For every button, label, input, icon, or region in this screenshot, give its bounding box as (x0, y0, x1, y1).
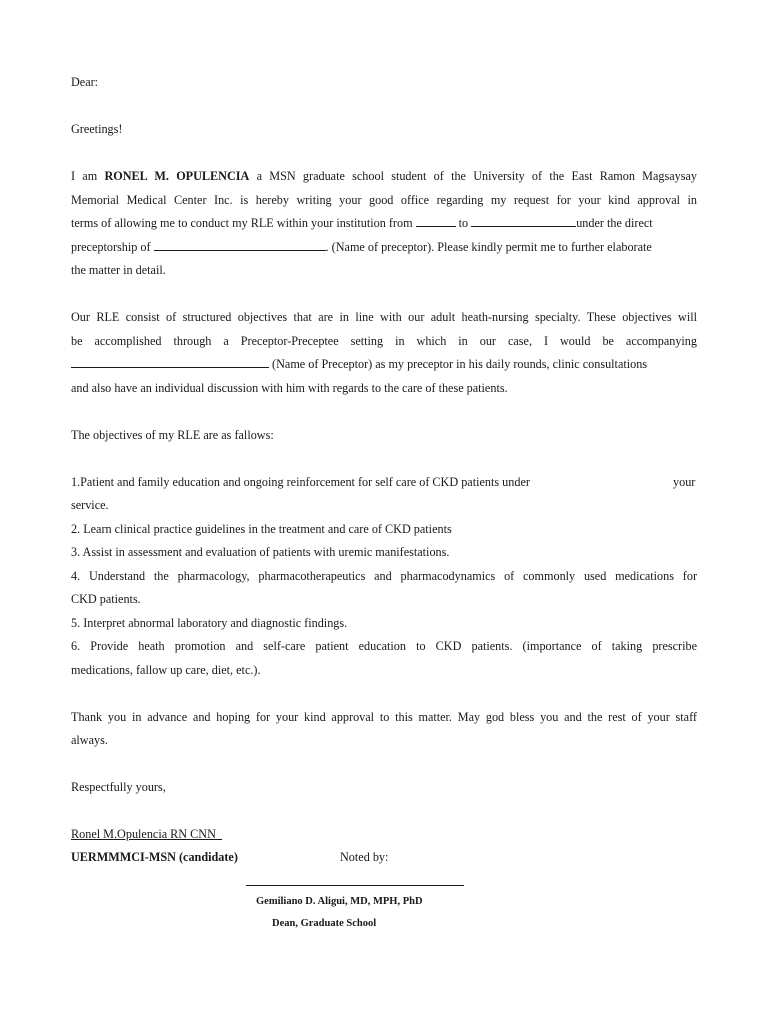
dean-signature-line (246, 885, 464, 886)
salutation: Dear: (71, 75, 99, 89)
objectives-heading: The objectives of my RLE are as fallows: (71, 428, 274, 442)
greeting: Greetings! (71, 122, 123, 136)
dean-name: Gemiliano D. Aligui, MD, MPH, PhD (256, 896, 423, 907)
dean-title: Dean, Graduate School (272, 918, 377, 929)
intro-line-3: terms of allowing me to conduct my RLE within your institution from to under the direct (71, 216, 653, 230)
signer-title: UERMMMCI-MSN (candidate) (71, 850, 238, 864)
intro-line-4: preceptorship of . (Name of preceptor). Please kindly permit me to further elaborate (71, 240, 652, 254)
objective-2: 2. Learn clinical practice guidelines in the treatment and care of CKD patients (71, 522, 452, 536)
student-name: RONEL M. OPULENCIA (104, 169, 250, 183)
preceptor-name-blank (154, 239, 326, 251)
objective-1-your: your (673, 475, 696, 489)
objective-1-cont: service. (71, 498, 109, 512)
thanks-line-2: always. (71, 733, 108, 747)
date-to-blank (471, 215, 576, 227)
objective-1: 1.Patient and family education and ongoing reinforcement for self care of CKD patients under (71, 475, 530, 489)
objective-4: 4. Understand the pharmacology, pharmacotherapeutics and pharmacodynamics of commonly used medications for (71, 569, 697, 583)
intro-line-1: I am RONEL M. OPULENCIA a MSN graduate school student of the University of the East Ramon Magsaysay (71, 169, 697, 183)
closing: Respectfully yours, (71, 780, 166, 794)
noted-by: Noted by: (340, 850, 389, 864)
thanks-line-1: Thank you in advance and hoping for your kind approval to this matter. May god bless you and the rest of your staff (71, 710, 697, 724)
objective-6: 6. Provide heath promotion and self-care patient education to CKD patients. (importance of taking prescribe (71, 639, 697, 653)
objective-5: 5. Interpret abnormal laboratory and diagnostic findings. (71, 616, 348, 630)
rle-line-4: and also have an individual discussion with him with regards to the care of these patients. (71, 381, 508, 395)
objective-6-cont: medications, fallow up care, diet, etc.). (71, 663, 261, 677)
rle-line-2: be accomplished through a Preceptor-Preceptee setting in which in our case, I would be accompanying (71, 334, 697, 348)
preceptor-blank-2 (71, 356, 269, 368)
intro-line-5: the matter in detail. (71, 263, 166, 277)
signer-name: Ronel M.Opulencia RN CNN (71, 827, 216, 841)
objective-4-cont: CKD patients. (71, 592, 141, 606)
rle-line-1: Our RLE consist of structured objectives that are in line with our adult heath-nursing specialty. These objectives will (71, 310, 697, 324)
intro-line-2: Memorial Medical Center Inc. is hereby writing your good office regarding my request for your kind approval in (71, 193, 697, 207)
objective-3: 3. Assist in assessment and evaluation of patients with uremic manifestations. (71, 545, 450, 559)
rle-line-3: (Name of Preceptor) as my preceptor in his daily rounds, clinic consultations (71, 356, 647, 372)
date-from-blank (416, 215, 456, 227)
